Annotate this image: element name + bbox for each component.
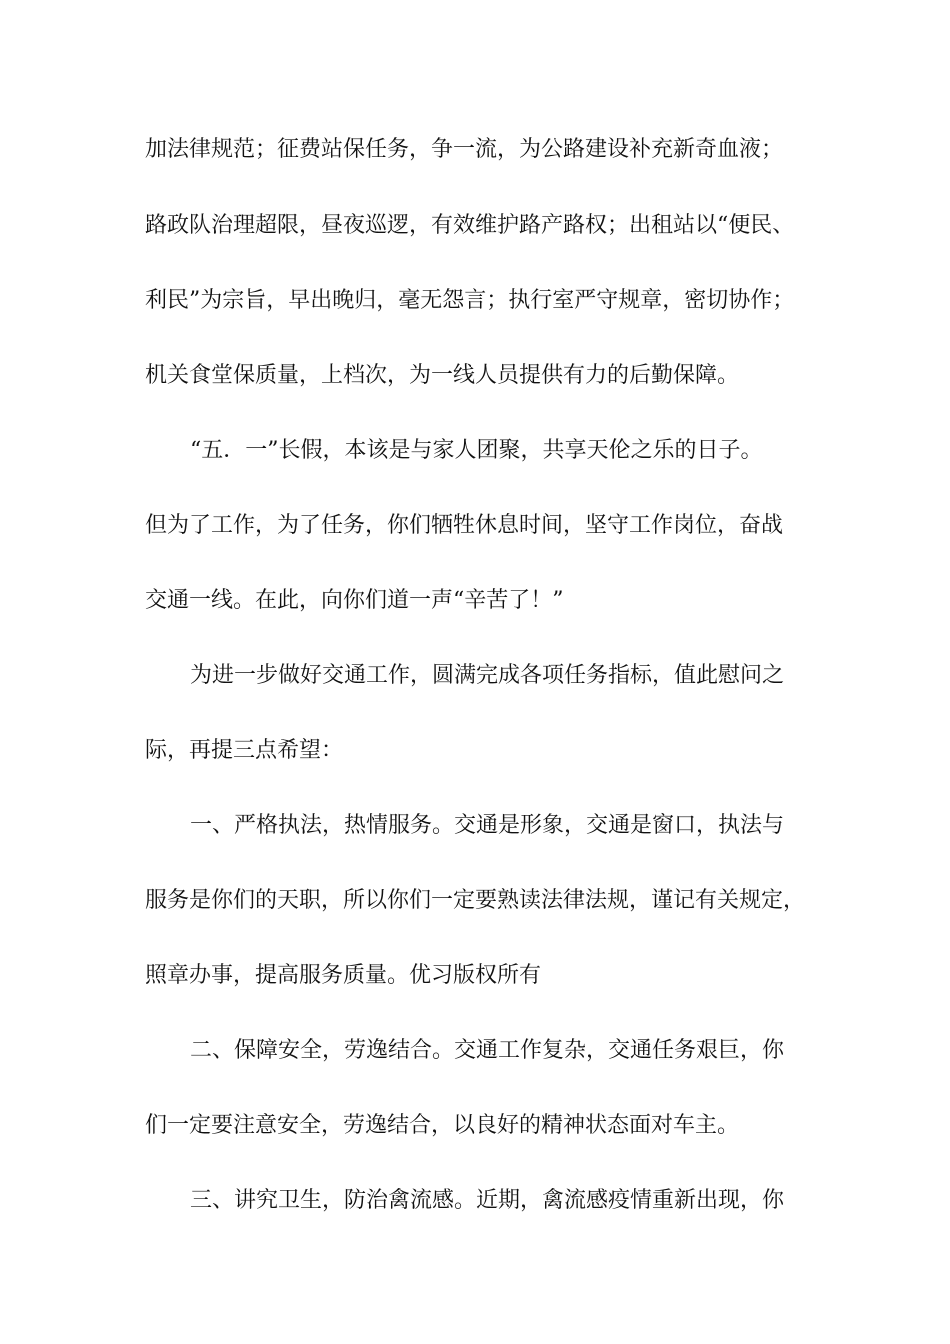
text-line: 机关食堂保质量，上档次，为一线人员提供有力的后勤保障。 (145, 363, 740, 388)
text-line: 但为了工作，为了任务，你们牺牲休息时间，坚守工作岗位，奋战 (145, 513, 784, 538)
text-line: 利民”为宗旨，早出晚归，毫无怨言；执行室严守规章，密切协作； (145, 288, 795, 313)
paragraph-first-line: 为进一步做好交通工作，圆满完成各项任务指标，值此慰问之 (190, 663, 785, 688)
text-line: 际，再提三点希望： (145, 738, 344, 763)
paragraph-first-line: 二、保障安全，劳逸结合。交通工作复杂，交通任务艰巨，你 (190, 1038, 785, 1063)
text-line: 路政队治理超限，昼夜巡逻，有效维护路产路权；出租站以“便民、 (145, 213, 795, 238)
paragraph-first-line: 一、严格执法，热情服务。交通是形象，交通是窗口，执法与 (190, 813, 785, 838)
text-line: 照章办事，提高服务质量。优习版权所有 (145, 963, 542, 988)
text-line: 服务是你们的天职，所以你们一定要熟读法律法规，谨记有关规定， (145, 888, 806, 913)
text-line: 交通一线。在此，向你们道一声“辛苦了！” (145, 588, 564, 613)
paragraph-first-line: 三、讲究卫生，防治禽流感。近期，禽流感疫情重新出现，你 (190, 1188, 785, 1213)
paragraph-first-line: “五．一”长假，本该是与家人团聚，共享天伦之乐的日子。 (190, 438, 763, 463)
text-line: 加法律规范；征费站保任务，争一流，为公路建设补充新奇血液； (145, 137, 784, 162)
text-line: 们一定要注意安全，劳逸结合，以良好的精神状态面对车主。 (145, 1113, 740, 1138)
